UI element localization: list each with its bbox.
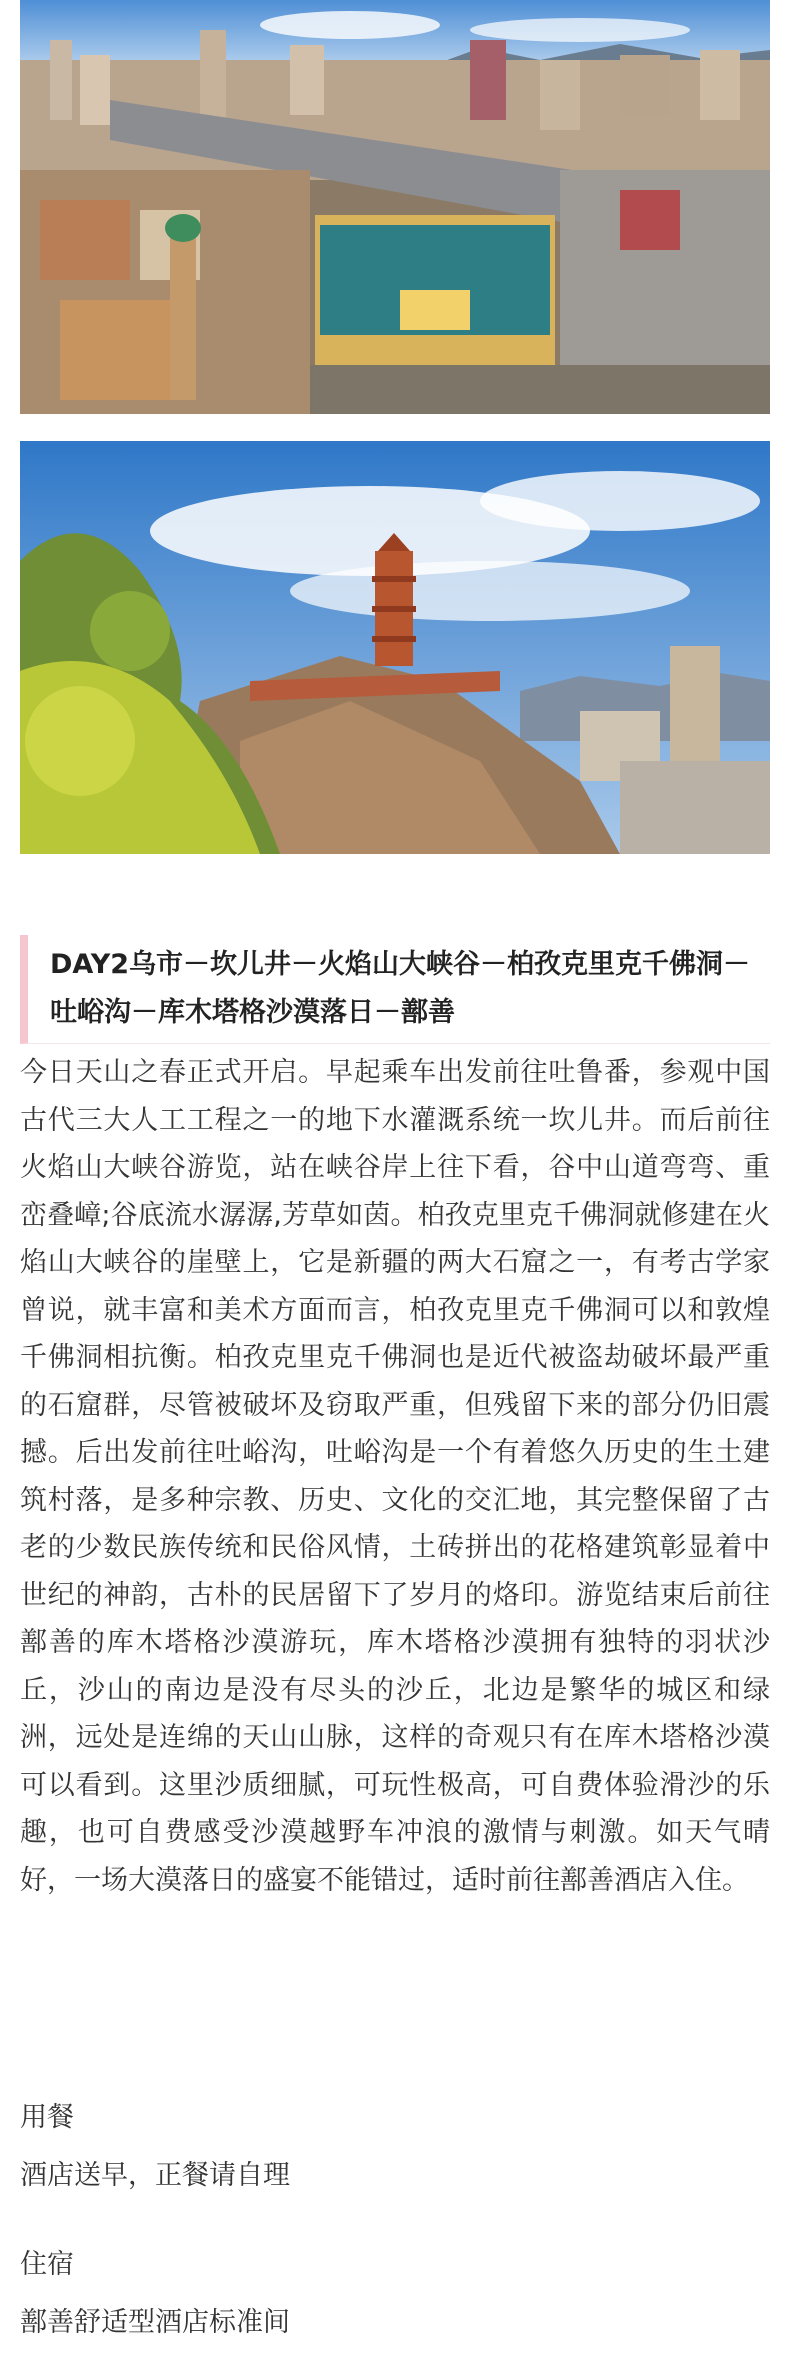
meal-section-title: 用餐	[20, 2102, 74, 2133]
lodging-section-text: 鄯善舒适型酒店标准间	[20, 2307, 290, 2338]
meal-section-text: 酒店送早，正餐请自理	[20, 2160, 290, 2191]
lodging-section-title: 住宿	[20, 2249, 74, 2280]
itinerary-description: 今日天山之春正式开启。早起乘车出发前往吐鲁番，参观中国古代三大人工工程之一的地下水灌溉系统一坎儿井。而后前往火焰山大峡谷游览，站在峡谷岸上往下看，谷中山道弯弯、重峦叠嶂;谷底流水潺潺,芳草如茵。柏孜克里克千佛洞就修建在火焰山大峡谷的崖壁上，它是新疆的两大石窟之一，有考古学家曾说，就丰富和美术方面而言，柏孜克里克千佛洞可以和敦煌千佛洞相抗衡。柏孜克里克千佛洞也是近代被盗劫破坏最严重的石窟群，尽管被破坏及窃取严重，但残留下来的部分仍旧震撼。后出发前往吐峪沟，吐峪沟是一个有着悠久历史的生土建筑村落，是多种宗教、历史、文化的交汇地，其完整保留了古老的少数民族传统和民俗风情，土砖拼出的花格建筑彰显着中世纪的神韵，古朴的民居留下了岁月的烙印。游览结束后前往鄯善的库木塔格沙漠游玩，库木塔格沙漠拥有独特的羽状沙丘，沙山的南边是没有尽头的沙丘，北边是繁华的城区和绿洲，远处是连绵的天山山脉，这样的奇观只有在库木塔格沙漠可以看到。这里沙质细腻，可玩性极高，可自费体验滑沙的乐趣，也可自费感受沙漠越野车冲浪的激情与刺激。如天气晴好，一场大漠落日的盛宴不能错过，适时前往鄯善酒店入住。	[20, 1057, 770, 1896]
day-heading: DAY2乌市－坎儿井－火焰山大峡谷－柏孜克里克千佛洞－吐峪沟－库木塔格沙漠落日－鄯善	[20, 935, 770, 1044]
pagoda-photo	[20, 441, 770, 854]
pagoda-hill-image	[20, 441, 770, 854]
city-photo	[20, 0, 770, 414]
city-skyline-image	[20, 0, 770, 414]
